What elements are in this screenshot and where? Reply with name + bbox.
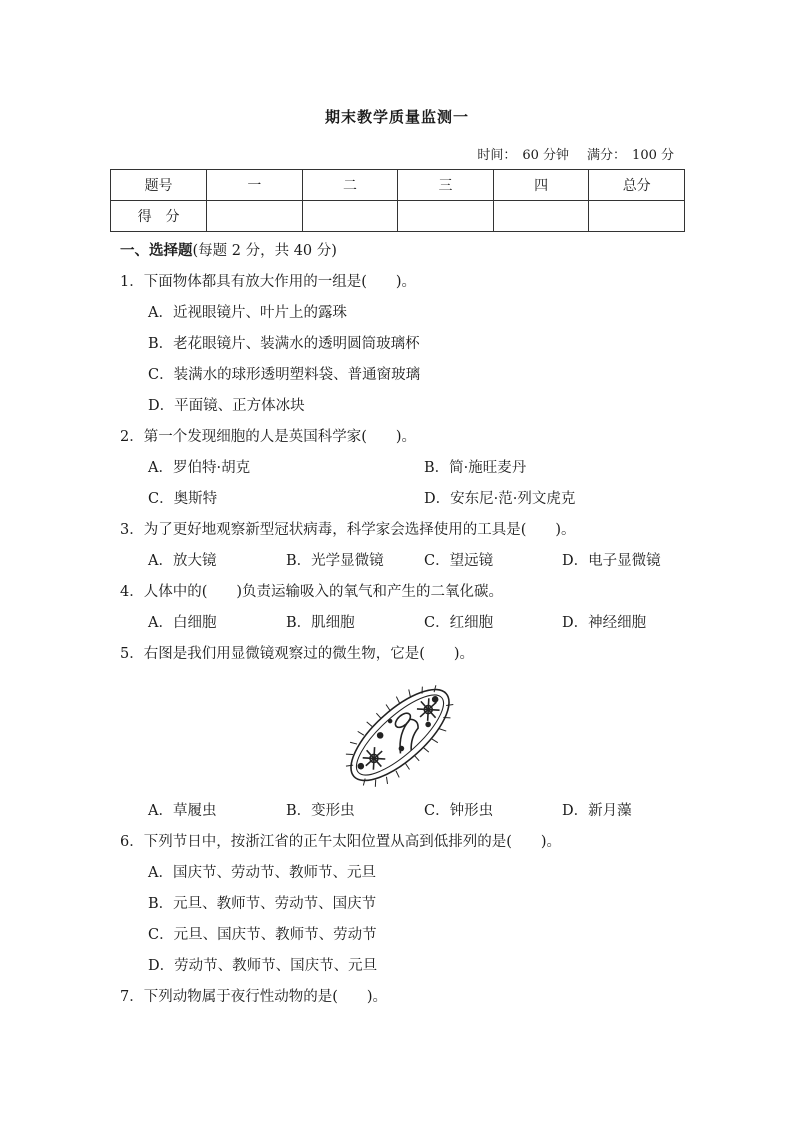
food-vacuole	[377, 732, 384, 739]
answer-option[interactable]: D．平面镜、正方体冰块	[148, 398, 305, 414]
answer-option[interactable]: B．简·施旺麦丹	[424, 460, 527, 476]
answer-option[interactable]: A．罗伯特·胡克	[148, 460, 251, 476]
answer-option[interactable]: C．奥斯特	[148, 491, 218, 507]
food-vacuole	[432, 696, 439, 703]
score-entry-cell[interactable]	[493, 201, 589, 232]
question-stem: 1．下面物体都具有放大作用的一组是( )。	[120, 274, 417, 290]
cell-outline	[340, 675, 460, 795]
answer-option[interactable]: B．光学显微镜	[286, 553, 384, 569]
question-stem: 6．下列节日中，按浙江省的正午太阳位置从高到低排列的是( )。	[120, 834, 562, 850]
answer-option[interactable]: D．劳动节、教师节、国庆节、元旦	[148, 958, 378, 974]
score-table-score-row	[111, 201, 685, 232]
score-label: 满分：	[587, 148, 627, 163]
section-heading	[120, 240, 700, 271]
score-table-header-row	[111, 170, 685, 201]
answer-option[interactable]: C．钟形虫	[424, 803, 494, 819]
answer-option[interactable]: C．望远镜	[424, 553, 494, 569]
exam-meta	[471, 144, 674, 163]
answer-option[interactable]: C．装满水的球形透明塑料袋、普通窗玻璃	[148, 367, 421, 383]
option-row	[120, 488, 700, 519]
option-row	[120, 800, 700, 831]
score-header-cell: 三	[398, 170, 494, 201]
score-entry-cell[interactable]	[589, 201, 685, 232]
answer-option[interactable]: A．白细胞	[148, 615, 217, 631]
answer-option[interactable]: C．元旦、国庆节、教师节、劳动节	[148, 927, 377, 943]
time-value: 60 分钟	[522, 148, 570, 163]
food-vacuole	[425, 722, 431, 728]
score-entry-cell[interactable]	[207, 201, 303, 232]
paramecium-illustration	[340, 674, 460, 796]
score-header-cell: 题号	[111, 170, 207, 201]
question-stem: 4．人体中的( )负责运输吸入的氧气和产生的二氧化碳。	[120, 584, 504, 600]
answer-option[interactable]: A．国庆节、劳动节、教师节、元旦	[148, 865, 376, 881]
food-vacuole	[388, 719, 392, 723]
answer-option[interactable]: B．元旦、教师节、劳动节、国庆节	[148, 896, 377, 912]
score-header-cell: 一	[207, 170, 303, 201]
score-value: 100 分	[632, 148, 674, 163]
answer-option[interactable]: B．肌细胞	[286, 615, 355, 631]
question-list	[120, 240, 700, 1017]
score-entry-cell[interactable]	[302, 201, 398, 232]
answer-option[interactable]: D．电子显微镜	[562, 553, 661, 569]
option-row	[120, 612, 700, 643]
answer-option[interactable]: A．草履虫	[148, 803, 217, 819]
answer-option[interactable]: B．老花眼镜片、装满水的透明圆筒玻璃杯	[148, 336, 420, 352]
time-label: 时间：	[477, 148, 517, 163]
score-header-cell: 总分	[589, 170, 685, 201]
food-vacuole	[399, 746, 405, 752]
question-stem: 3．为了更好地观察新型冠状病毒，科学家会选择使用的工具是( )。	[120, 522, 576, 538]
contractile-vacuole-right	[413, 694, 444, 725]
question-stem: 7．下列动物属于夜行性动物的是( )。	[120, 989, 388, 1005]
answer-option[interactable]: D．安东尼·范·列文虎克	[424, 491, 576, 507]
section-note: (每题 2 分，共 40 分)	[192, 243, 337, 259]
option-row	[120, 457, 700, 488]
question-stem: 5．右图是我们用显微镜观察过的微生物，它是( )。	[120, 646, 475, 662]
answer-option[interactable]: A．近视眼镜片、叶片上的露珠	[148, 305, 347, 321]
page-title: 期末教学质量监测一	[324, 108, 469, 126]
option-row	[120, 550, 700, 581]
paramecium-figure	[120, 674, 700, 800]
answer-option[interactable]: B．变形虫	[286, 803, 355, 819]
question-stem: 2．第一个发现细胞的人是英国科学家( )。	[120, 429, 417, 445]
score-header-cell: 四	[493, 170, 589, 201]
answer-option[interactable]: D．新月藻	[562, 803, 632, 819]
score-row-label: 得 分	[111, 201, 207, 232]
answer-option[interactable]: D．神经细胞	[562, 615, 647, 631]
answer-option[interactable]: C．红细胞	[424, 615, 494, 631]
food-vacuole	[357, 763, 364, 770]
section-title: 一、选择题	[120, 242, 193, 259]
score-header-cell: 二	[302, 170, 398, 201]
cilia	[340, 674, 460, 796]
score-entry-cell[interactable]	[398, 201, 494, 232]
answer-option[interactable]: A．放大镜	[148, 553, 217, 569]
score-table	[110, 169, 685, 232]
